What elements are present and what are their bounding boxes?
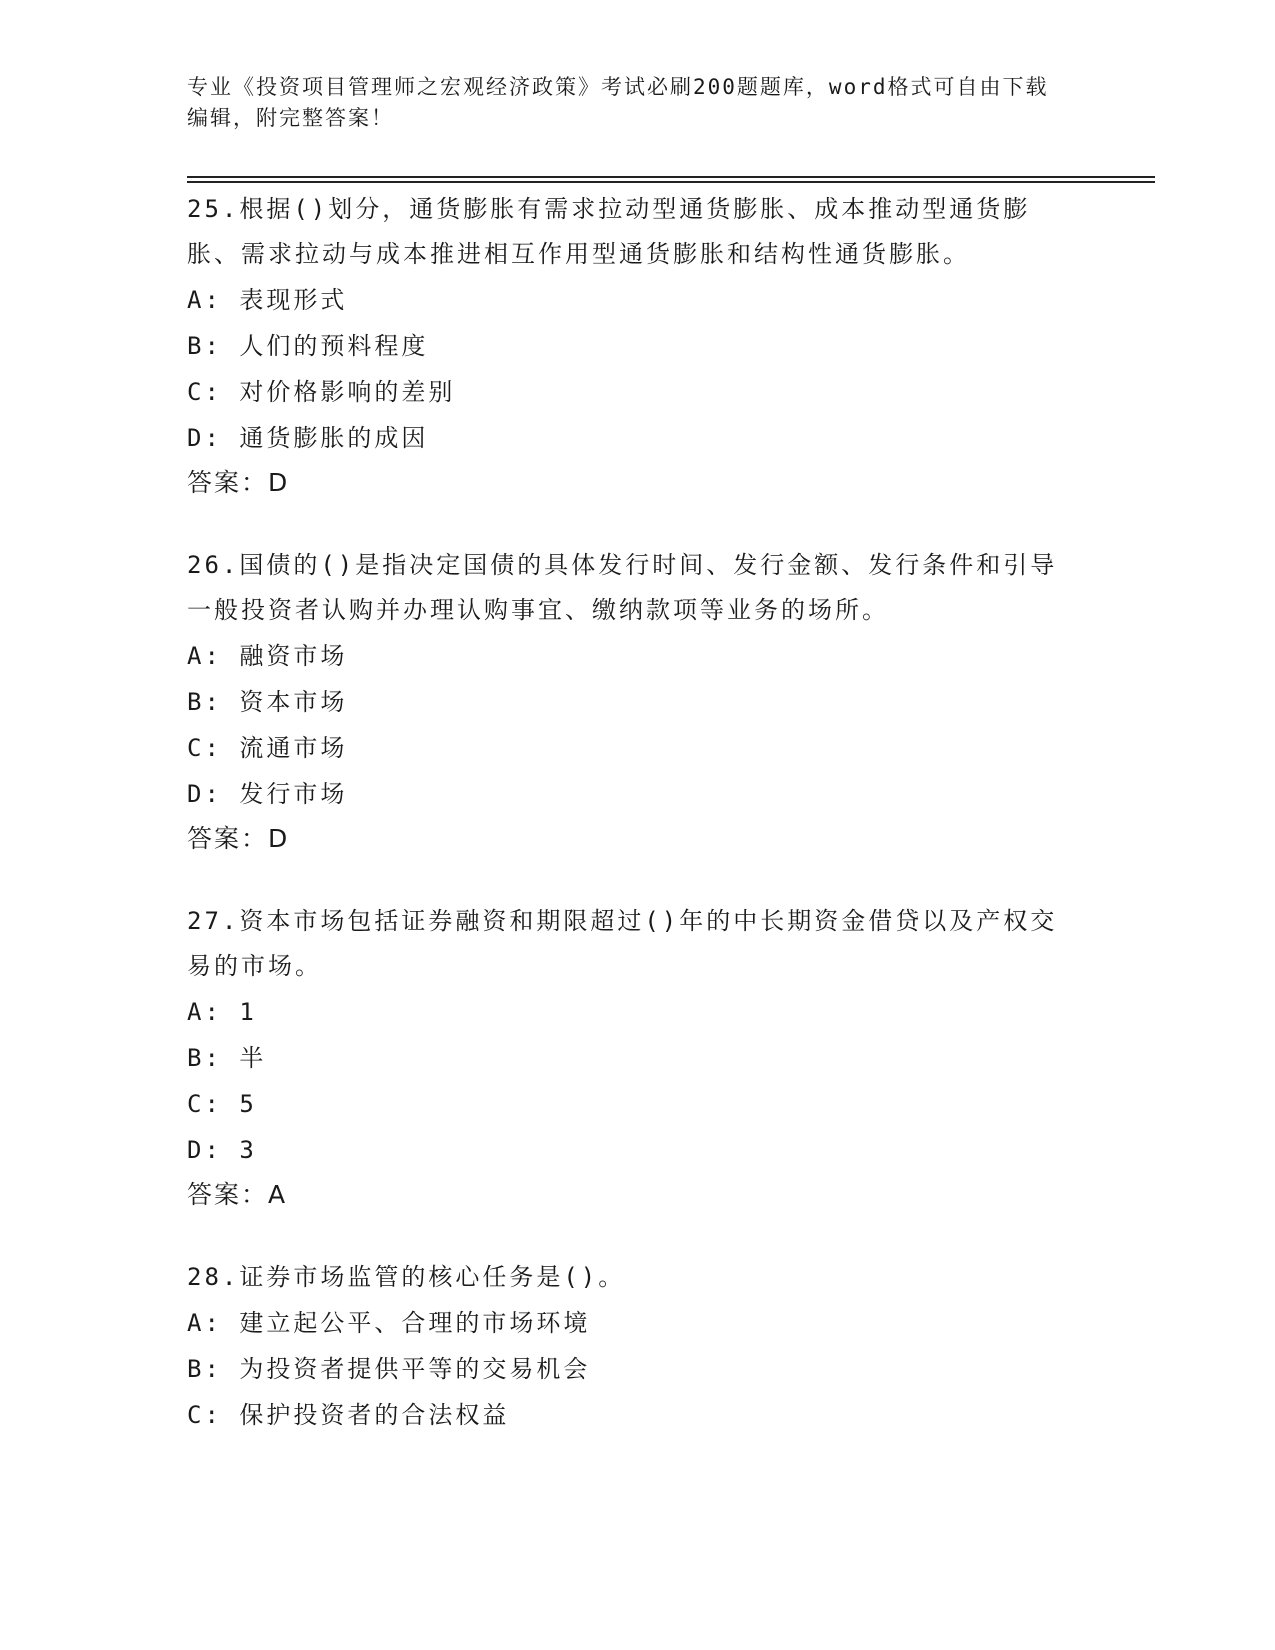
option-b: B: 半: [187, 1044, 267, 1072]
option-c: C: 保护投资者的合法权益: [187, 1401, 510, 1429]
option-a: A: 建立起公平、合理的市场环境: [187, 1309, 591, 1337]
question-28: [187, 1255, 1067, 1438]
question-list: [187, 187, 1067, 1476]
answer-line: 答案：D: [187, 824, 290, 853]
option-b: B: 人们的预料程度: [187, 332, 429, 360]
answer-line: 答案：D: [187, 468, 290, 497]
option-b: B: 资本市场: [187, 688, 348, 716]
option-a: A: 1: [187, 998, 257, 1026]
question-stem: 26.国债的()是指决定国债的具体发行时间、发行金额、发行条件和引导一般投资者认购并办理认购事宜、缴纳款项等业务的场所。: [187, 551, 1058, 624]
header-divider-top: [187, 176, 1155, 178]
question-stem: 27.资本市场包括证券融资和期限超过()年的中长期资金借贷以及产权交易的市场。: [187, 907, 1058, 980]
answer-line: 答案：A: [187, 1180, 288, 1209]
question-26: [187, 543, 1067, 861]
header-divider-bottom: [187, 181, 1155, 183]
option-a: A: 融资市场: [187, 642, 348, 670]
option-d: D: 发行市场: [187, 780, 348, 808]
option-c: C: 流通市场: [187, 734, 348, 762]
document-intro: 专业《投资项目管理师之宏观经济政策》考试必刷200题题库，word格式可自由下载编辑，附完整答案！: [187, 75, 1049, 130]
question-25: [187, 187, 1067, 505]
option-b: B: 为投资者提供平等的交易机会: [187, 1355, 591, 1383]
option-d: D: 3: [187, 1136, 257, 1164]
question-stem: 25.根据()划分，通货膨胀有需求拉动型通货膨胀、成本推动型通货膨胀、需求拉动与成本推进相互作用型通货膨胀和结构性通货膨胀。: [187, 195, 1031, 268]
question-stem: 28.证券市场监管的核心任务是()。: [187, 1263, 626, 1291]
question-27: [187, 899, 1067, 1217]
option-c: C: 对价格影响的差别: [187, 378, 456, 406]
option-d: D: 通货膨胀的成因: [187, 424, 429, 452]
option-a: A: 表现形式: [187, 286, 348, 314]
option-c: C: 5: [187, 1090, 257, 1118]
